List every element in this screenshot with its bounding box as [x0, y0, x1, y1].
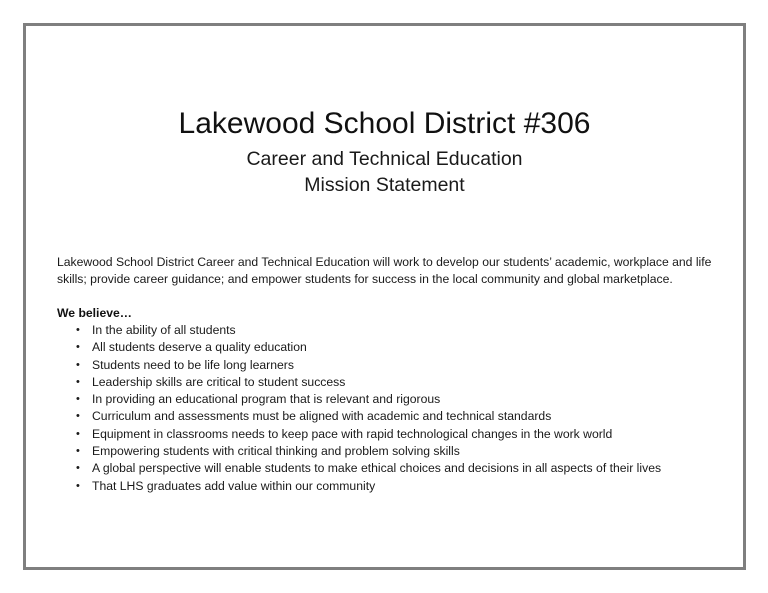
document-subtitle-heading: Mission Statement	[304, 174, 465, 196]
bullet-icon: •	[76, 410, 80, 423]
bullet-icon: •	[76, 375, 80, 388]
belief-item	[57, 478, 661, 495]
belief-item	[57, 408, 661, 425]
belief-text: Equipment in classrooms needs to keep pace with rapid technological changes in the work world	[92, 426, 613, 441]
bullet-icon: •	[76, 324, 80, 336]
belief-item	[57, 374, 661, 391]
bullet-icon: •	[76, 393, 80, 406]
mission-paragraph: Lakewood School District Career and Technical Education will work to develop our students’ academic, workplace and life skills; provide career guidance; and empower students for success in the local community and global marketplace.	[57, 255, 712, 286]
belief-item	[57, 391, 661, 408]
belief-item	[57, 339, 661, 356]
beliefs-list	[57, 322, 661, 495]
belief-text: Students need to be life long learners	[92, 357, 294, 372]
document-title: Lakewood School District #306	[178, 107, 591, 140]
bullet-icon: •	[76, 341, 80, 354]
belief-text: Leadership skills are critical to student success	[92, 374, 346, 389]
belief-text: A global perspective will enable students to make ethical choices and decisions in all aspects of their lives	[92, 461, 662, 476]
belief-text: In providing an educational program that is relevant and rigorous	[92, 392, 441, 407]
belief-item	[57, 322, 661, 339]
beliefs-heading: We believe…	[57, 306, 132, 320]
document-page	[23, 23, 746, 570]
belief-text: All students deserve a quality education	[92, 340, 307, 355]
bullet-icon: •	[76, 427, 80, 440]
belief-text: Curriculum and assessments must be aligned with academic and technical standards	[92, 409, 552, 424]
bullet-icon: •	[76, 462, 80, 475]
bullet-icon: •	[76, 358, 80, 371]
belief-item	[57, 357, 661, 374]
belief-text: In the ability of all students	[92, 323, 236, 337]
document-subtitle-program: Career and Technical Education	[246, 148, 523, 170]
belief-item	[57, 426, 661, 443]
belief-text: Empowering students with critical thinking and problem solving skills	[92, 444, 460, 459]
belief-item	[57, 443, 661, 460]
bullet-icon: •	[76, 479, 80, 492]
bullet-icon: •	[76, 445, 80, 458]
belief-item	[57, 460, 661, 477]
belief-text: That LHS graduates add value within our community	[92, 478, 376, 493]
